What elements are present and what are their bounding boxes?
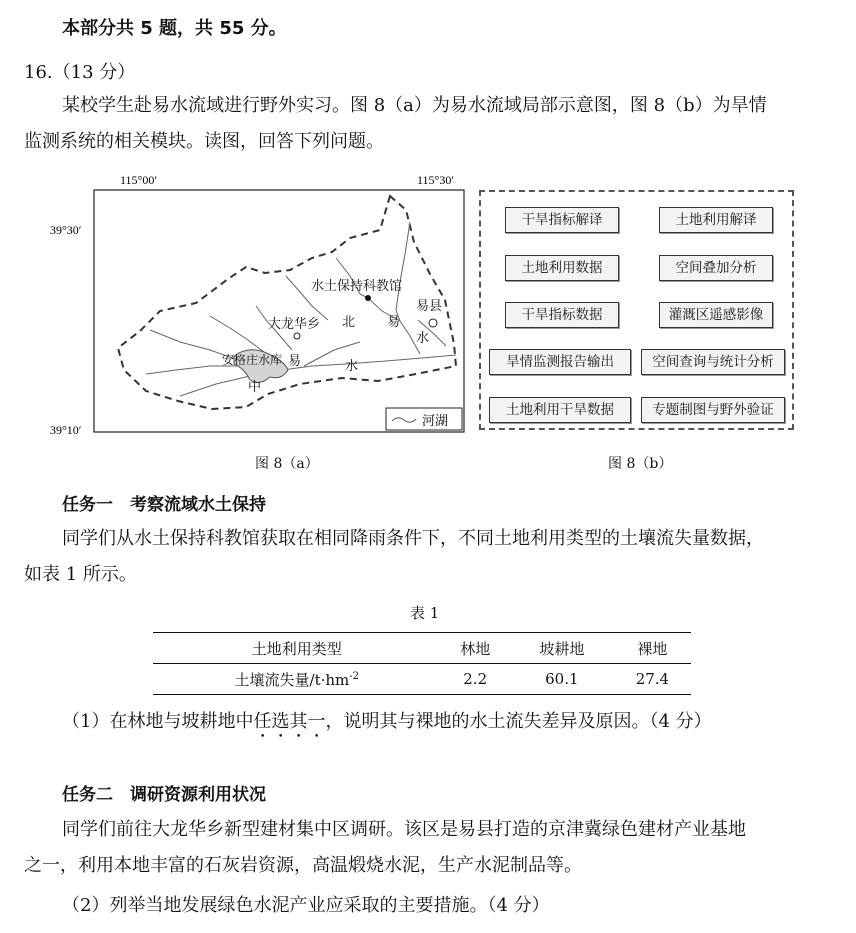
question-1-post: ，说明其与裸地的水土流失差异及原因。（4 分） (325, 711, 712, 732)
question-score: （13 分） (52, 62, 136, 83)
yixian-label: 易县 (416, 298, 443, 313)
table-header-cell: 坡耕地 (539, 639, 585, 658)
table-row (153, 664, 691, 695)
figure-8b-caption: 图 8（b） (608, 456, 673, 472)
figure-8b-modules (479, 190, 794, 430)
module-box: 空间叠加分析 (659, 255, 773, 281)
map-frame (94, 190, 464, 432)
module-box: 土地利用解译 (659, 207, 773, 233)
table1-title: 表 1 (410, 604, 440, 622)
table-header-cell: 裸地 (637, 639, 668, 658)
lon-right-label: 115°30′ (417, 173, 454, 187)
river-char-zhong: 中 (248, 379, 262, 394)
question-2: （2）列举当地发展绿色水泥产业应采取的主要措施。（4 分） (62, 895, 550, 916)
module-box: 干旱指标数据 (505, 302, 619, 328)
module-box: 土地利用数据 (505, 255, 619, 281)
yixian-marker (429, 319, 437, 327)
question-1-pre: （1）在林地与坡耕地中 (62, 711, 254, 732)
lat-top-label: 39°30′ (50, 223, 82, 237)
module-box: 土地利用干旱数据 (489, 397, 631, 423)
table-header-cell: 林地 (460, 639, 491, 658)
task1-para-line-1: 同学们从水土保持科教馆获取在相同降雨条件下，不同土地利用类型的土壤流失量数据， (62, 528, 764, 549)
river-char-yi-1: 易 (387, 314, 401, 329)
row-label-sup: -2 (349, 670, 360, 682)
river-char-water-1: 水 (416, 330, 430, 345)
reservoir-label: 安格庄水库 (222, 353, 283, 367)
table-header-cell: 土地利用类型 (251, 639, 342, 658)
intro-line-1: 某校学生赴易水流域进行野外实习。图 8（a）为易水流域局部示意图，图 8（b）为旱情 (62, 95, 767, 116)
module-box: 专题制图与野外验证 (641, 397, 785, 423)
table-cell: 2.2 (463, 670, 488, 688)
table-header-row (153, 633, 691, 664)
table-row-label (153, 664, 441, 695)
module-box: 空间查询与统计分析 (641, 349, 785, 375)
question-1-emphasis: 任选其一 (253, 711, 326, 732)
lon-left-label: 115°00′ (120, 173, 157, 187)
table-cell: 60.1 (545, 670, 579, 688)
section-header: 本部分共 5 题，共 55 分。 (62, 18, 287, 39)
river-network (146, 222, 456, 396)
intro-line-2: 监测系统的相关模块。读图，回答下列问题。 (24, 131, 384, 152)
watershed-boundary (118, 196, 456, 409)
module-box: 旱情监测报告输出 (489, 349, 631, 375)
module-box: 灌溉区遥感影像 (659, 302, 773, 328)
task2-para-line-2: 之一，利用本地丰富的石灰岩资源，高温煅烧水泥，生产水泥制品等。 (24, 855, 582, 876)
question-1 (62, 704, 712, 742)
task2-para-line-1: 同学们前往大龙华乡新型建材集中区调研。该区是易县打造的京津冀绿色建材产业基地 (62, 819, 746, 840)
river-char-water-2: 水 (345, 358, 359, 373)
row-label-text: 土壤流失量/t·hm (234, 670, 350, 689)
module-box: 干旱指标解译 (505, 207, 619, 233)
task1-title: 任务一 考察流域水土保持 (62, 495, 266, 515)
task1-para-line-2: 如表 1 所示。 (24, 564, 137, 585)
table1 (153, 632, 691, 695)
dalonghua-label: 大龙华乡 (268, 316, 321, 331)
question-number (24, 58, 135, 84)
museum-label: 水土保持科教馆 (311, 278, 403, 293)
lat-bottom-label: 39°10′ (50, 423, 82, 437)
task2-title: 任务二 调研资源利用状况 (62, 785, 266, 805)
river-char-north: 北 (342, 314, 356, 329)
figure-8a-map (50, 170, 470, 445)
table-cell: 27.4 (635, 670, 670, 688)
river-char-yi-2: 易 (288, 353, 302, 368)
question-number-label: 16. (24, 62, 53, 83)
museum-marker (365, 295, 371, 301)
legend-label: 河湖 (422, 413, 449, 428)
figure-8a-caption: 图 8（a） (255, 456, 319, 472)
dalonghua-marker (294, 333, 300, 339)
